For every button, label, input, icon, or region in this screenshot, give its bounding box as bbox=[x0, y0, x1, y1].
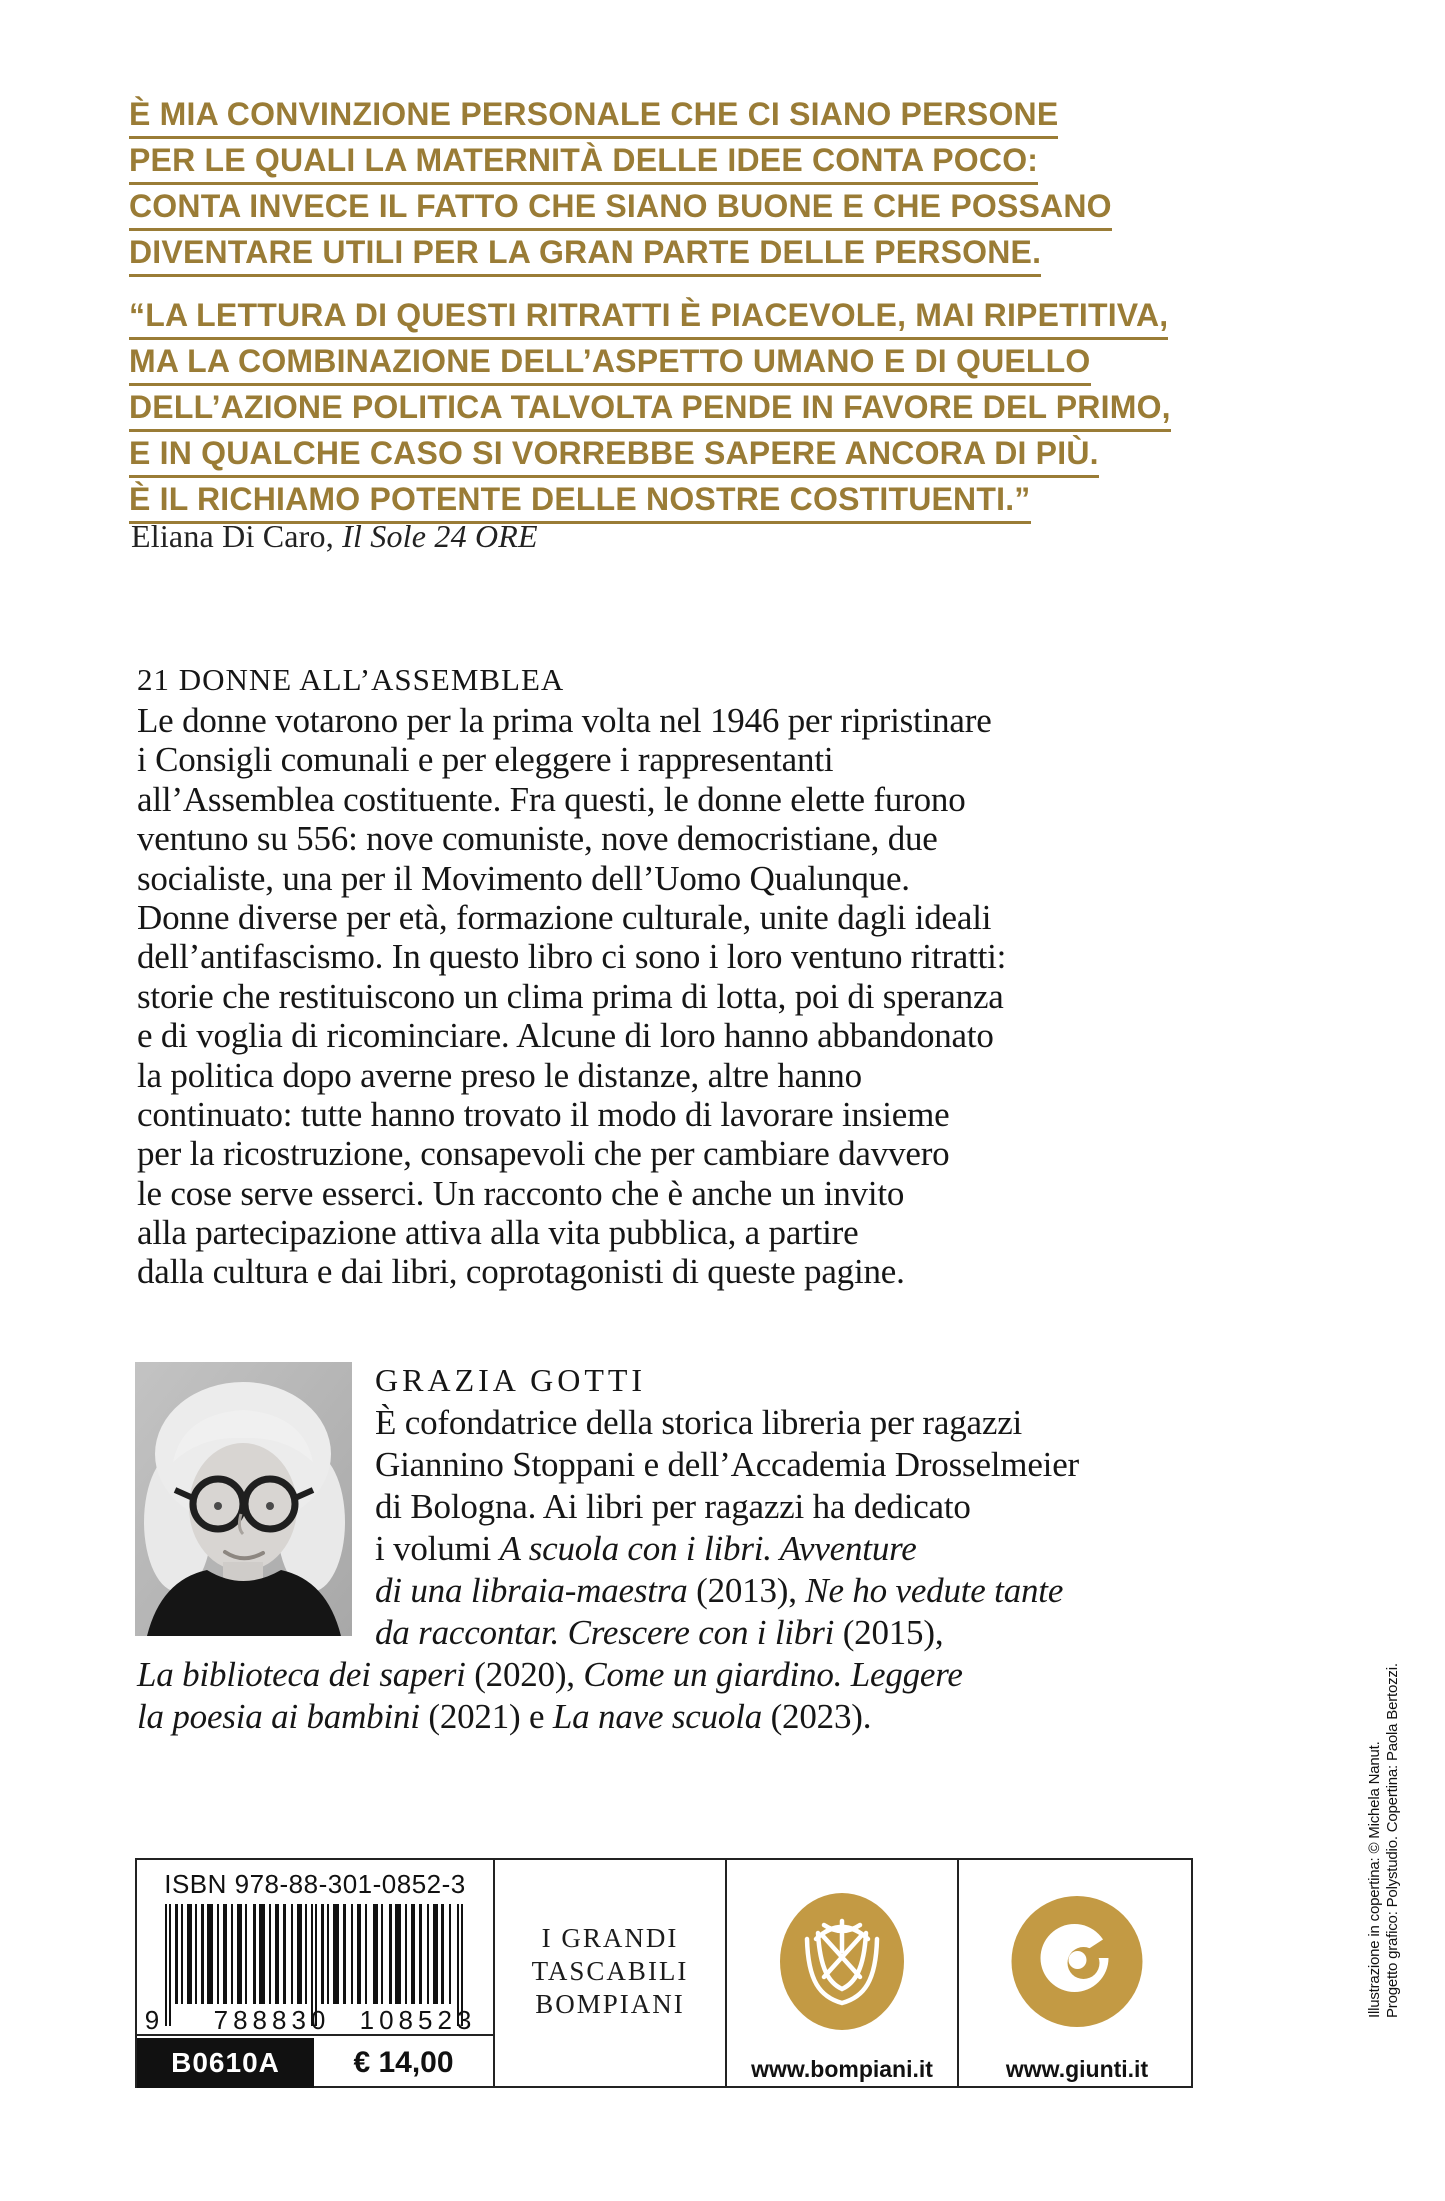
bompiani-flower-logo bbox=[780, 1893, 904, 2030]
publication-name: Il Sole 24 ORE bbox=[342, 518, 538, 554]
design-credit: Progetto grafico: Polystudio. Copertina: Paola Bertozzi. bbox=[1384, 1663, 1401, 2018]
barcode-digit-group2: 108523 bbox=[359, 2005, 477, 2035]
synopsis-block bbox=[137, 661, 1006, 1292]
isbn-label: ISBN 978-88-301-0852-3 bbox=[164, 1869, 466, 1899]
bompiani-url: www.bompiani.it bbox=[751, 2056, 933, 2082]
edition-code: B0610A bbox=[137, 2038, 314, 2088]
giunti-box bbox=[959, 1860, 1195, 2086]
barcode-digit-group1: 788830 bbox=[213, 2005, 331, 2035]
author-name: GRAZIA GOTTI bbox=[375, 1362, 647, 1398]
author-bio-lines: È cofondatrice della storica libreria per ragazzi Giannino Stoppani e dell’Accademia Drosselmeier di Bologna. Ai libri per ragazzi ha dedicato i volumi A scuola con i libri. Avventure di una libraia-maestra (2013), Ne ho vedute tante da raccontar. Crescere con i libri (2015), bbox=[375, 1403, 1079, 1652]
synopsis-text: Le donne votarono per la prima volta nel 1946 per ripristinare i Consigli comunali e per eleggere i rappresentanti all’Assemblea costituente. Fra questi, le donne elette furono ventuno su 556: nove comuniste, nove democristiane, due socialiste, una per il Movimento dell’Uomo Qualunque. Donne diverse per età, formazione culturale, unite dagli ideali dell’antifascismo. In questo libro ci sono i loro ventuno ritratti: storie che restituiscono un clima prima di lotta, poi di speranza e di voglia di ricominciare. Alcune di loro hanno abbandonato la politica dopo averne preso le distanze, altre hanno continuato: tutte hanno trovato il modo di lavorare insieme per la ricostruzione, consapevoli che per cambiare davvero le cose serve esserci. Un racconto che è anche un invito alla partecipazione attiva alla vita pubblica, a partire dalla cultura e dai libri, coprotagonisti di queste pagine. bbox=[137, 701, 1007, 1292]
imprint-box bbox=[495, 1860, 727, 2086]
illustration-credit: Illustrazione in copertina: © Michela Nanut. bbox=[1366, 1741, 1383, 2018]
author-photo bbox=[135, 1362, 352, 1636]
cover-credits bbox=[1366, 1663, 1402, 2018]
bompiani-box bbox=[727, 1860, 959, 2086]
barcode-digit-first: 9 bbox=[144, 2005, 160, 2035]
reviewer-name: Eliana Di Caro, bbox=[131, 518, 343, 554]
publisher-quote-block: È MIA CONVINZIONE PERSONALE CHE CI SIANO PERSONE PER LE QUALI LA MATERNITÀ DELLE IDEE CONTA POCO: CONTA INVECE IL FATTO CHE SIANO BUONE E CHE POSSANO DIVENTARE UTILI PER LA GRAN PARTE DELLE PERSONE. bbox=[129, 95, 1112, 279]
author-bio-continued: La biblioteca dei saperi (2020), Come un giardino. Leggere la poesia ai bambini (2021) e La nave scuola (2023). bbox=[137, 1655, 963, 1736]
review-attribution bbox=[131, 517, 538, 555]
giunti-logo bbox=[1012, 1896, 1143, 2027]
giunti-url: www.giunti.it bbox=[1005, 2056, 1149, 2082]
review-quote-block: “LA LETTURA DI QUESTI RITRATTI È PIACEVOLE, MAI RIPETITIVA, MA LA COMBINAZIONE DELL’ASPETTO UMANO E DI QUELLO DELL’AZIONE POLITICA TALVOLTA PENDE IN FAVORE DEL PRIMO, E IN QUALCHE CASO SI VORREBBE SAPERE ANCORA DI PIÙ. È IL RICHIAMO POTENTE DELLE NOSTRE COSTITUENTI.” bbox=[129, 296, 1171, 526]
barcode-box bbox=[137, 1860, 495, 2086]
price: € 14,00 bbox=[353, 2046, 454, 2079]
price-strip bbox=[137, 2034, 493, 2086]
synopsis-heading: 21 DONNE ALL’ASSEMBLEA bbox=[137, 662, 565, 697]
footer-band bbox=[135, 1858, 1193, 2088]
author-bio bbox=[375, 1360, 1079, 1654]
imprint-name: I GRANDI TASCABILI BOMPIANI bbox=[531, 1923, 689, 2019]
